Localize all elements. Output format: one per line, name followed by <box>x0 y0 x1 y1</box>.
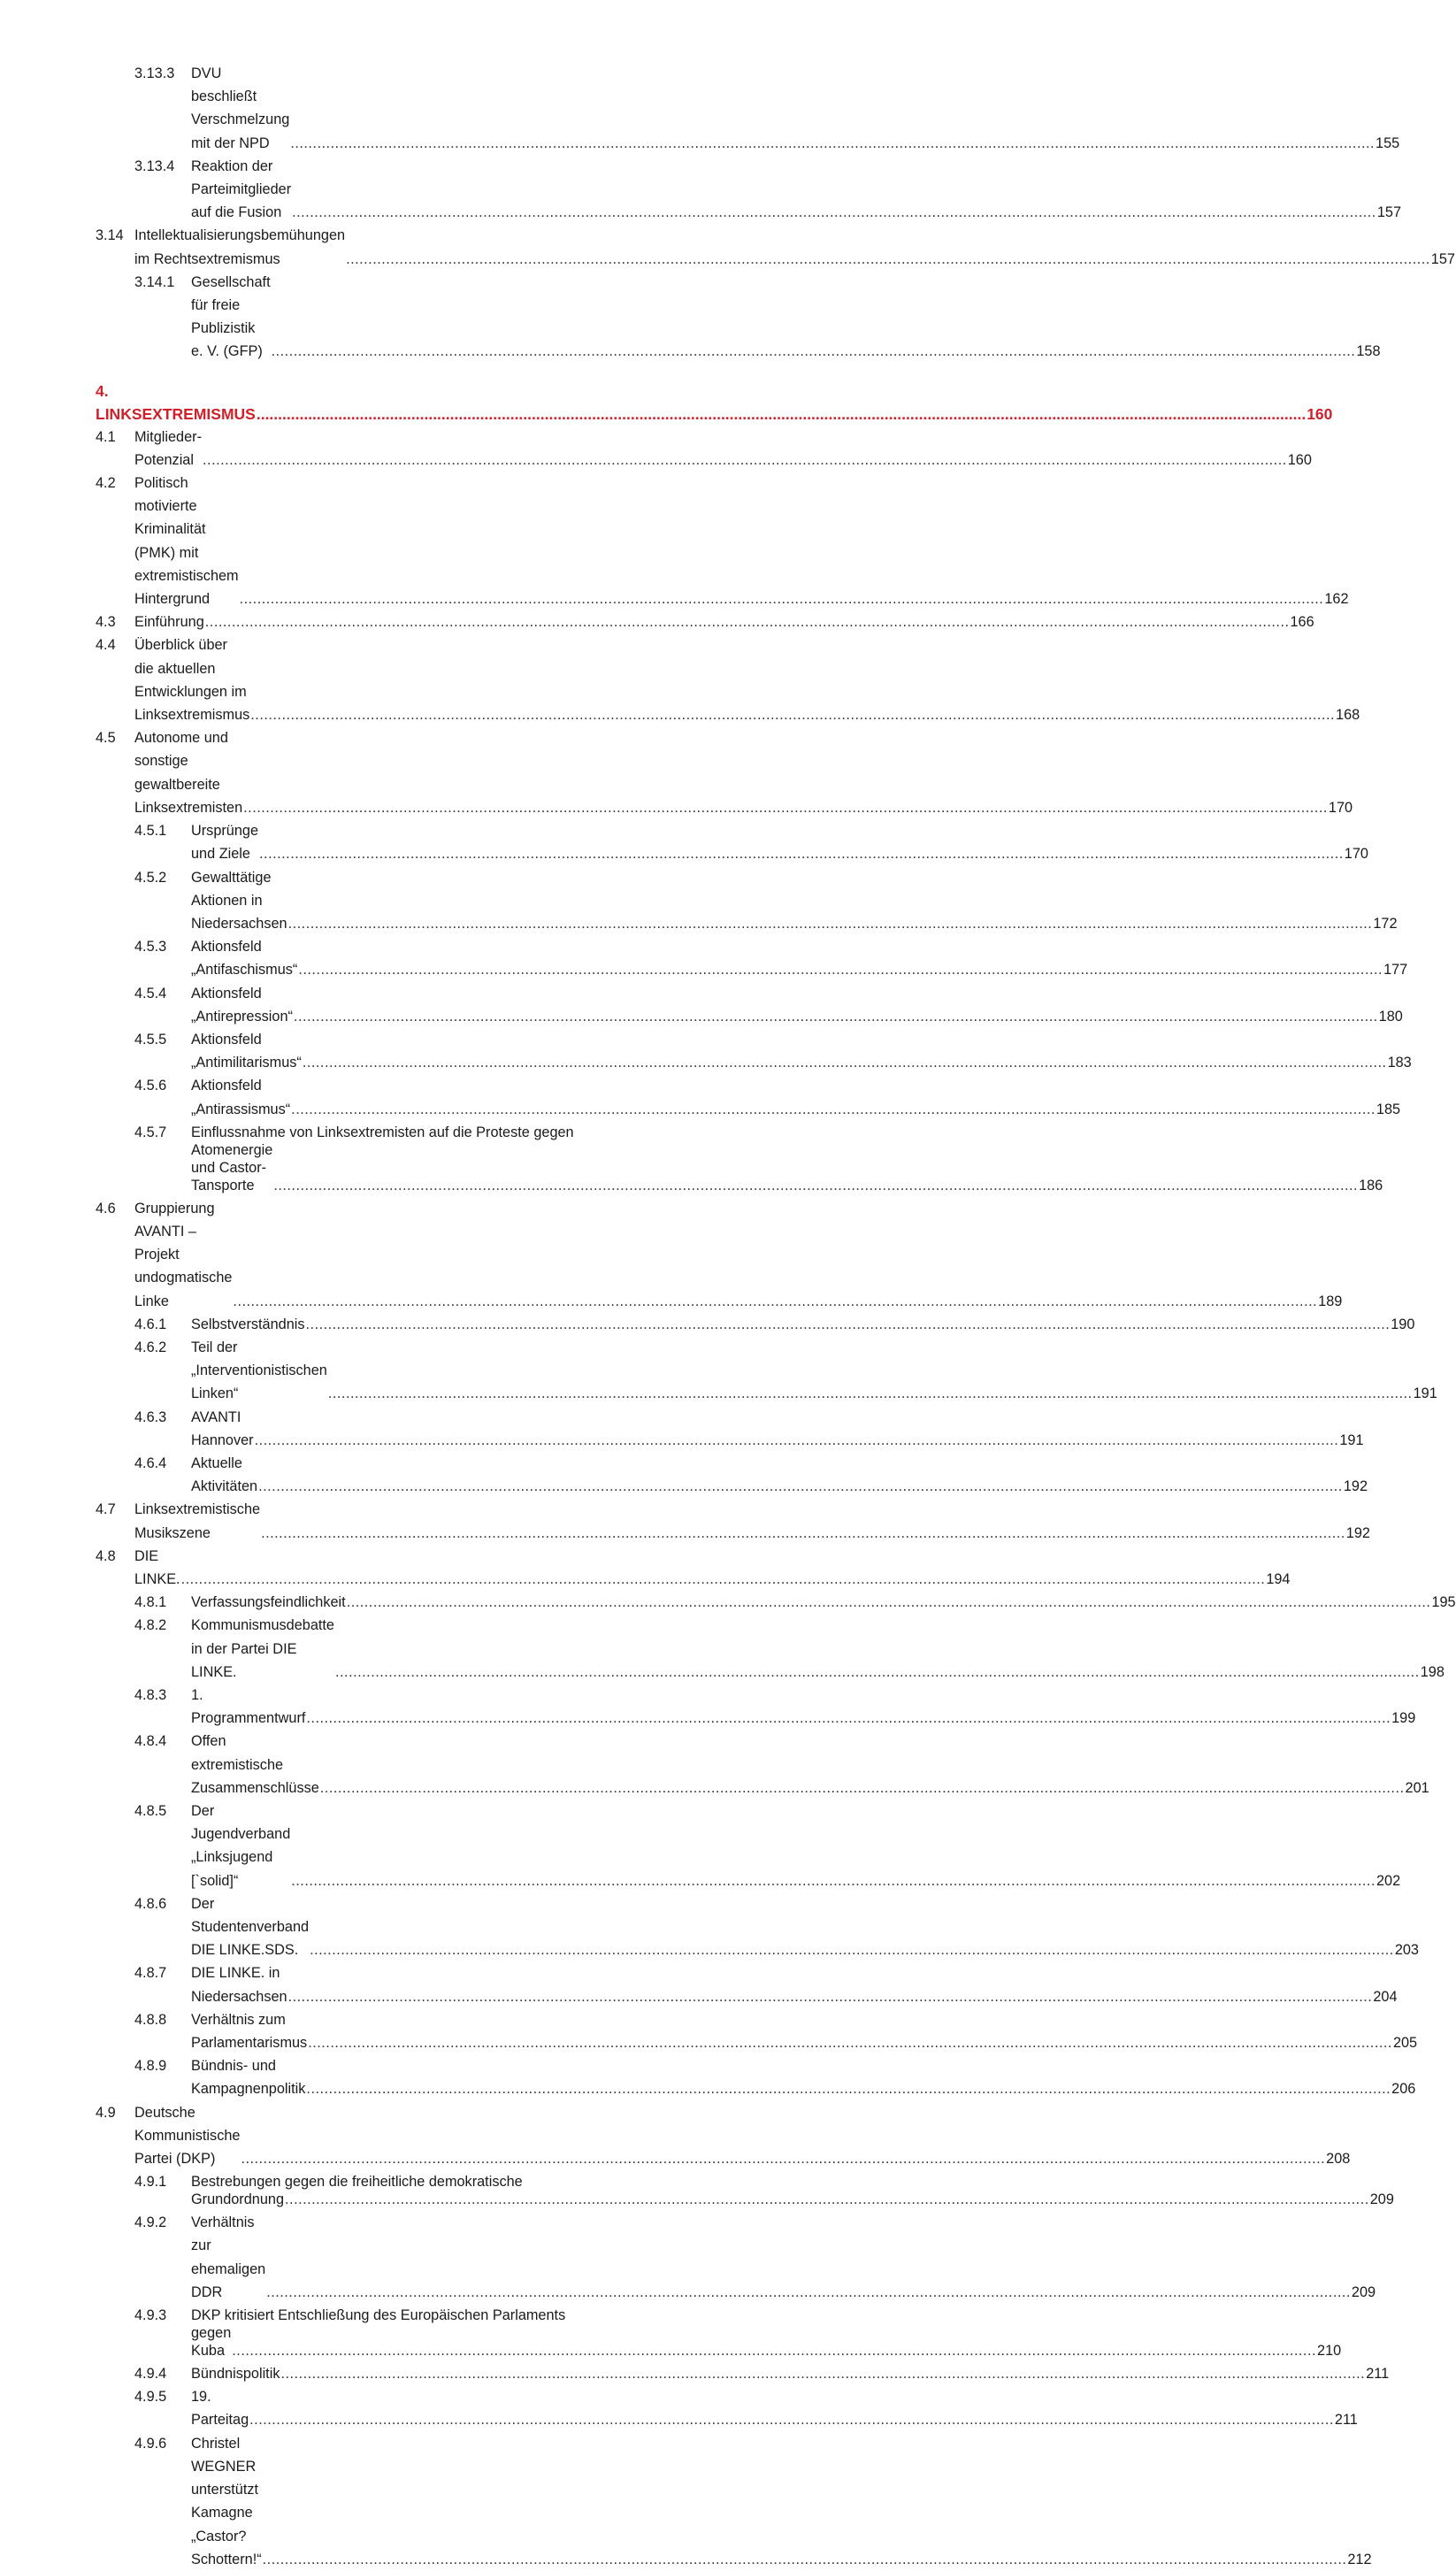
section-title: Gesellschaft für freie Publizistik e. V. (GFP) <box>191 273 275 360</box>
section-title: Autonome und sonstige gewaltbereite Linksextremisten <box>134 730 243 816</box>
dot-leader <box>292 201 1376 224</box>
toc-entry[interactable] <box>96 2211 1376 2304</box>
section-number: 3.14 <box>96 227 124 244</box>
toc-entry[interactable] <box>96 1452 1368 1498</box>
section-number: 4.8.8 <box>134 2011 167 2028</box>
section-number: 4.6.2 <box>134 1339 167 1355</box>
section-number: 4.8 <box>96 1547 116 1564</box>
dot-leader <box>261 1522 1345 1545</box>
section-title: Intellektualisierungsbemühungen im Rechtsextremismus <box>134 227 349 267</box>
toc-entry[interactable] <box>96 1197 1343 1313</box>
section-number: 4.8.4 <box>134 1733 167 1750</box>
section-number: 4.8.6 <box>134 1895 167 1912</box>
page-number: 198 <box>1420 1663 1445 1680</box>
dot-leader <box>272 340 1356 363</box>
section-title: Einflussnahme von Linksextremisten auf die Proteste gegen <box>191 1124 574 1140</box>
section-title: Verhältnis zur ehemaligen DDR <box>191 2214 270 2300</box>
dot-leader <box>241 2147 1325 2170</box>
section-title: Aktionsfeld „Antifaschismus“ <box>191 939 298 979</box>
page-number: 212 <box>1347 2551 1372 2567</box>
page-number: 160 <box>1287 451 1312 468</box>
section-title: Der Studentenverband DIE LINKE.SDS. <box>191 1895 313 1959</box>
section-number: 4.5.1 <box>134 823 167 840</box>
section-number: 4.1 <box>96 428 116 445</box>
section-number: 3.14.1 <box>134 273 175 290</box>
toc-entry[interactable] <box>96 982 1403 1028</box>
toc-entry[interactable] <box>96 935 1408 981</box>
toc-entry[interactable] <box>96 2385 1358 2431</box>
page-number: 211 <box>1366 2366 1390 2383</box>
toc-entry[interactable] <box>96 1121 1383 1197</box>
page-number: 209 <box>1351 2283 1376 2300</box>
dot-leader <box>306 2077 1391 2100</box>
section-number: 4.6.3 <box>134 1408 167 1425</box>
section-title: Gewalttätige Aktionen in Niedersachsen <box>191 869 287 932</box>
dot-leader <box>266 2281 1351 2304</box>
page-number: 191 <box>1413 1385 1437 1402</box>
page-number: 183 <box>1387 1055 1412 1071</box>
page-number: 199 <box>1391 1710 1416 1727</box>
section-title: Deutsche Kommunistische Partei (DKP) <box>134 2104 244 2168</box>
toc-entry[interactable] <box>96 1614 1445 1684</box>
section-title: Aktionsfeld „Antirepression“ <box>191 985 293 1025</box>
dot-leader <box>328 1382 1413 1405</box>
section-number: 4.5 <box>96 730 116 747</box>
section-title: Selbstverständnis <box>191 1316 305 1332</box>
toc-entry[interactable] <box>96 155 1402 225</box>
section-number: 4.8.1 <box>134 1594 167 1611</box>
dot-leader <box>181 1568 1266 1591</box>
toc-entry[interactable] <box>96 726 1353 819</box>
page-number: 206 <box>1391 2081 1416 2098</box>
toc-entry[interactable] <box>96 633 1360 726</box>
table-of-contents <box>96 62 1456 2571</box>
section-title: Aktionsfeld „Antirassismus“ <box>191 1078 291 1117</box>
dot-leader <box>233 1290 1317 1313</box>
dot-leader <box>258 1475 1343 1498</box>
dot-leader <box>320 1777 1405 1800</box>
toc-entry[interactable] <box>96 224 1455 270</box>
section-title-continued: Atomenergie und Castor-Tansporte <box>191 1141 277 1193</box>
section-title: Christel WEGNER unterstützt Kamagne „Castor? Schottern!“ <box>191 2435 263 2567</box>
section-title: Gruppierung AVANTI – Projekt undogmatische Linke <box>134 1200 236 1309</box>
toc-entry[interactable] <box>96 472 1349 610</box>
section-title: Aktuelle Aktivitäten <box>191 1454 258 1495</box>
toc-entry[interactable] <box>96 819 1368 865</box>
section-title: Ursprünge und Ziele <box>191 823 263 863</box>
page-number: 180 <box>1378 1008 1403 1025</box>
toc-entry[interactable] <box>96 1800 1401 1892</box>
page-number: 168 <box>1336 707 1360 724</box>
toc-entry[interactable] <box>96 1591 1456 1614</box>
section-title: DIE LINKE. <box>134 1547 180 1587</box>
section-title: 1. Programmentwurf <box>191 1687 306 1727</box>
toc-entry[interactable] <box>96 1730 1429 1800</box>
section-number: 4.5.7 <box>134 1124 167 1140</box>
section-number: 3.13.3 <box>134 65 175 81</box>
section-title: Bündnispolitik <box>191 2366 280 2383</box>
section-number: 4.9.5 <box>134 2389 167 2406</box>
toc-entry[interactable] <box>96 1498 1370 1544</box>
section-title: DKP kritisiert Entschließung des Europäischen Parlaments <box>191 2307 566 2324</box>
section-title: AVANTI Hannover <box>191 1408 254 1448</box>
section-title: Bündnis- und Kampagnenpolitik <box>191 2058 306 2098</box>
page-number: 202 <box>1376 1872 1401 1889</box>
page-number: 189 <box>1318 1293 1343 1309</box>
section-number: 4.9.3 <box>134 2307 167 2324</box>
page-number: 194 <box>1266 1570 1291 1587</box>
section-number: 4.9 <box>96 2104 116 2121</box>
toc-entry[interactable] <box>96 2304 1342 2362</box>
section-title: Politisch motivierte Kriminalität (PMK) mit extremistischem Hintergrund <box>134 475 243 608</box>
dot-leader <box>263 2548 1347 2571</box>
dot-leader <box>290 132 1375 155</box>
toc-entry[interactable] <box>96 2432 1372 2571</box>
toc-entry[interactable] <box>96 426 1312 472</box>
toc-entry[interactable] <box>96 1961 1398 2007</box>
page-number: 162 <box>1324 591 1349 608</box>
dot-leader <box>346 248 1430 271</box>
page-number: 158 <box>1356 343 1381 360</box>
dot-leader <box>280 2362 1365 2385</box>
section-title: Mitglieder-Potenzial <box>134 428 203 468</box>
page-number: 170 <box>1344 846 1368 863</box>
section-title: Kommunismusdebatte in der Partei DIE LINKE. <box>191 1617 339 1680</box>
section-number: 4.6.4 <box>134 1454 167 1471</box>
chapter-page-number: 160 <box>1307 404 1333 423</box>
dot-leader <box>291 1098 1376 1121</box>
page-number: 201 <box>1405 1779 1429 1796</box>
dot-leader <box>303 1051 1387 1074</box>
page-number: 186 <box>1359 1177 1383 1193</box>
page-number: 155 <box>1376 134 1400 151</box>
toc-entry[interactable] <box>96 2170 1394 2211</box>
section-number: 4.8.9 <box>134 2058 167 2075</box>
page-number: 209 <box>1369 2191 1394 2208</box>
page-number: 185 <box>1376 1101 1401 1117</box>
toc-entry[interactable] <box>96 1313 1415 1336</box>
section-number: 4.8.2 <box>134 1617 167 1634</box>
dot-leader <box>288 912 1373 935</box>
section-title-continued: gegen Kuba <box>191 2325 235 2360</box>
dot-leader <box>255 1429 1339 1452</box>
page-number: 192 <box>1343 1478 1368 1495</box>
dot-leader <box>288 1985 1373 2008</box>
section-number: 4.6.1 <box>134 1316 167 1332</box>
toc-entry[interactable] <box>96 610 1314 633</box>
dot-leader <box>273 1177 1358 1194</box>
page-number: 192 <box>1345 1524 1370 1541</box>
dot-leader <box>205 610 1290 633</box>
section-title: Bestrebungen gegen die freiheitliche demokratische <box>191 2174 523 2191</box>
page-number: 203 <box>1394 1942 1419 1959</box>
dot-leader <box>298 958 1383 981</box>
section-number: 4.9.6 <box>134 2435 167 2452</box>
section-number: 4.9.1 <box>134 2174 167 2191</box>
dot-leader <box>203 449 1287 472</box>
section-number: 4.5.2 <box>134 869 167 886</box>
section-title: Reaktion der Parteimitglieder auf die Fusion <box>191 157 295 221</box>
dot-leader <box>335 1661 1420 1684</box>
toc-entry[interactable] <box>96 1074 1401 1120</box>
toc-entry[interactable] <box>96 866 1398 936</box>
page-number: 211 <box>1334 2412 1358 2429</box>
toc-entry[interactable] <box>96 1336 1437 1406</box>
toc-entry[interactable] <box>96 271 1381 364</box>
section-number: 4.9.2 <box>134 2214 167 2231</box>
page-number: 190 <box>1391 1316 1415 1332</box>
section-title: Einführung <box>134 614 204 631</box>
section-title: Aktionsfeld „Antimilitarismus“ <box>191 1031 302 1071</box>
dot-leader <box>291 1869 1376 1892</box>
dot-leader <box>294 1005 1378 1028</box>
toc-entry[interactable] <box>96 1028 1412 1074</box>
section-title: Linksextremistische Musikszene <box>134 1501 264 1541</box>
toc-entry[interactable] <box>96 1684 1416 1730</box>
dot-leader <box>249 2408 1334 2431</box>
toc-entry[interactable] <box>96 2008 1418 2054</box>
chapter-heading[interactable] <box>96 380 1333 426</box>
section-title: Verfassungsfeindlichkeit <box>191 1594 346 1611</box>
section-title: Der Jugendverband „Linksjugend [`solid]“ <box>191 1803 295 1889</box>
section-number: 4.7 <box>96 1501 116 1518</box>
section-title: DIE LINKE. in Niedersachsen <box>191 1965 287 2005</box>
section-number: 4.5.6 <box>134 1078 167 1094</box>
page-number: 210 <box>1317 2343 1342 2360</box>
toc-entry[interactable] <box>96 2101 1351 2171</box>
page-number: 172 <box>1373 915 1398 932</box>
page-number: 195 <box>1431 1594 1456 1611</box>
page-number: 204 <box>1373 1988 1398 2005</box>
section-number: 4.2 <box>96 475 116 492</box>
toc-chapter-entries <box>96 426 1456 2571</box>
toc-previous-chapter-entries <box>96 62 1455 364</box>
dot-leader <box>243 796 1328 819</box>
section-number: 4.3 <box>96 614 116 631</box>
page-number: 157 <box>1376 204 1402 221</box>
toc-entry[interactable] <box>96 2362 1390 2385</box>
dot-leader <box>347 1591 1431 1614</box>
dot-leader <box>310 1938 1394 1961</box>
section-number: 4.5.4 <box>134 985 167 1002</box>
section-number: 3.13.4 <box>134 157 175 174</box>
dot-leader <box>308 2031 1392 2054</box>
section-title: Offen extremistische Zusammenschlüsse <box>191 1733 319 1796</box>
section-title: DVU beschließt Verschmelzung mit der NPD <box>191 65 294 151</box>
section-number: 4.6 <box>96 1200 116 1216</box>
page-number: 208 <box>1326 2151 1351 2168</box>
section-number: 4.4 <box>96 637 116 654</box>
dot-leader <box>232 2342 1316 2360</box>
page-number: 177 <box>1383 962 1408 979</box>
section-title: Überblick über die aktuellen Entwicklungen im Linksextremismus <box>134 637 251 724</box>
dot-leader <box>306 1313 1391 1336</box>
section-title: Teil der „Interventionistischen Linken“ <box>191 1339 332 1402</box>
toc-entry[interactable] <box>96 1892 1419 1962</box>
toc-entry[interactable] <box>96 1545 1291 1591</box>
section-title-continued: Grundordnung <box>191 2191 285 2208</box>
section-number: 4.5.3 <box>134 939 167 955</box>
page-number: 170 <box>1328 799 1353 816</box>
chapter-title: 4. LINKSEXTREMISMUS <box>96 381 256 423</box>
toc-entry[interactable] <box>96 2054 1416 2100</box>
toc-entry[interactable] <box>96 62 1400 155</box>
section-title: 19. Parteitag <box>191 2389 249 2429</box>
section-title: Verhältnis zum Parlamentarismus <box>191 2011 308 2052</box>
section-number: 4.5.5 <box>134 1031 167 1048</box>
toc-entry[interactable] <box>96 1406 1364 1452</box>
dot-leader <box>250 703 1335 726</box>
dot-leader <box>285 2191 1369 2208</box>
section-number: 4.8.7 <box>134 1965 167 1982</box>
page-number: 191 <box>1339 1431 1364 1448</box>
page-number: 205 <box>1392 2035 1418 2052</box>
page-number: 157 <box>1430 250 1455 267</box>
dot-leader <box>259 842 1344 865</box>
dot-leader <box>240 587 1324 610</box>
dot-leader <box>306 1707 1391 1730</box>
dot-leader <box>257 403 1306 426</box>
section-number: 4.9.4 <box>134 2366 167 2383</box>
section-number: 4.8.5 <box>134 1803 167 1820</box>
page-number: 166 <box>1290 614 1314 631</box>
section-number: 4.8.3 <box>134 1687 167 1703</box>
